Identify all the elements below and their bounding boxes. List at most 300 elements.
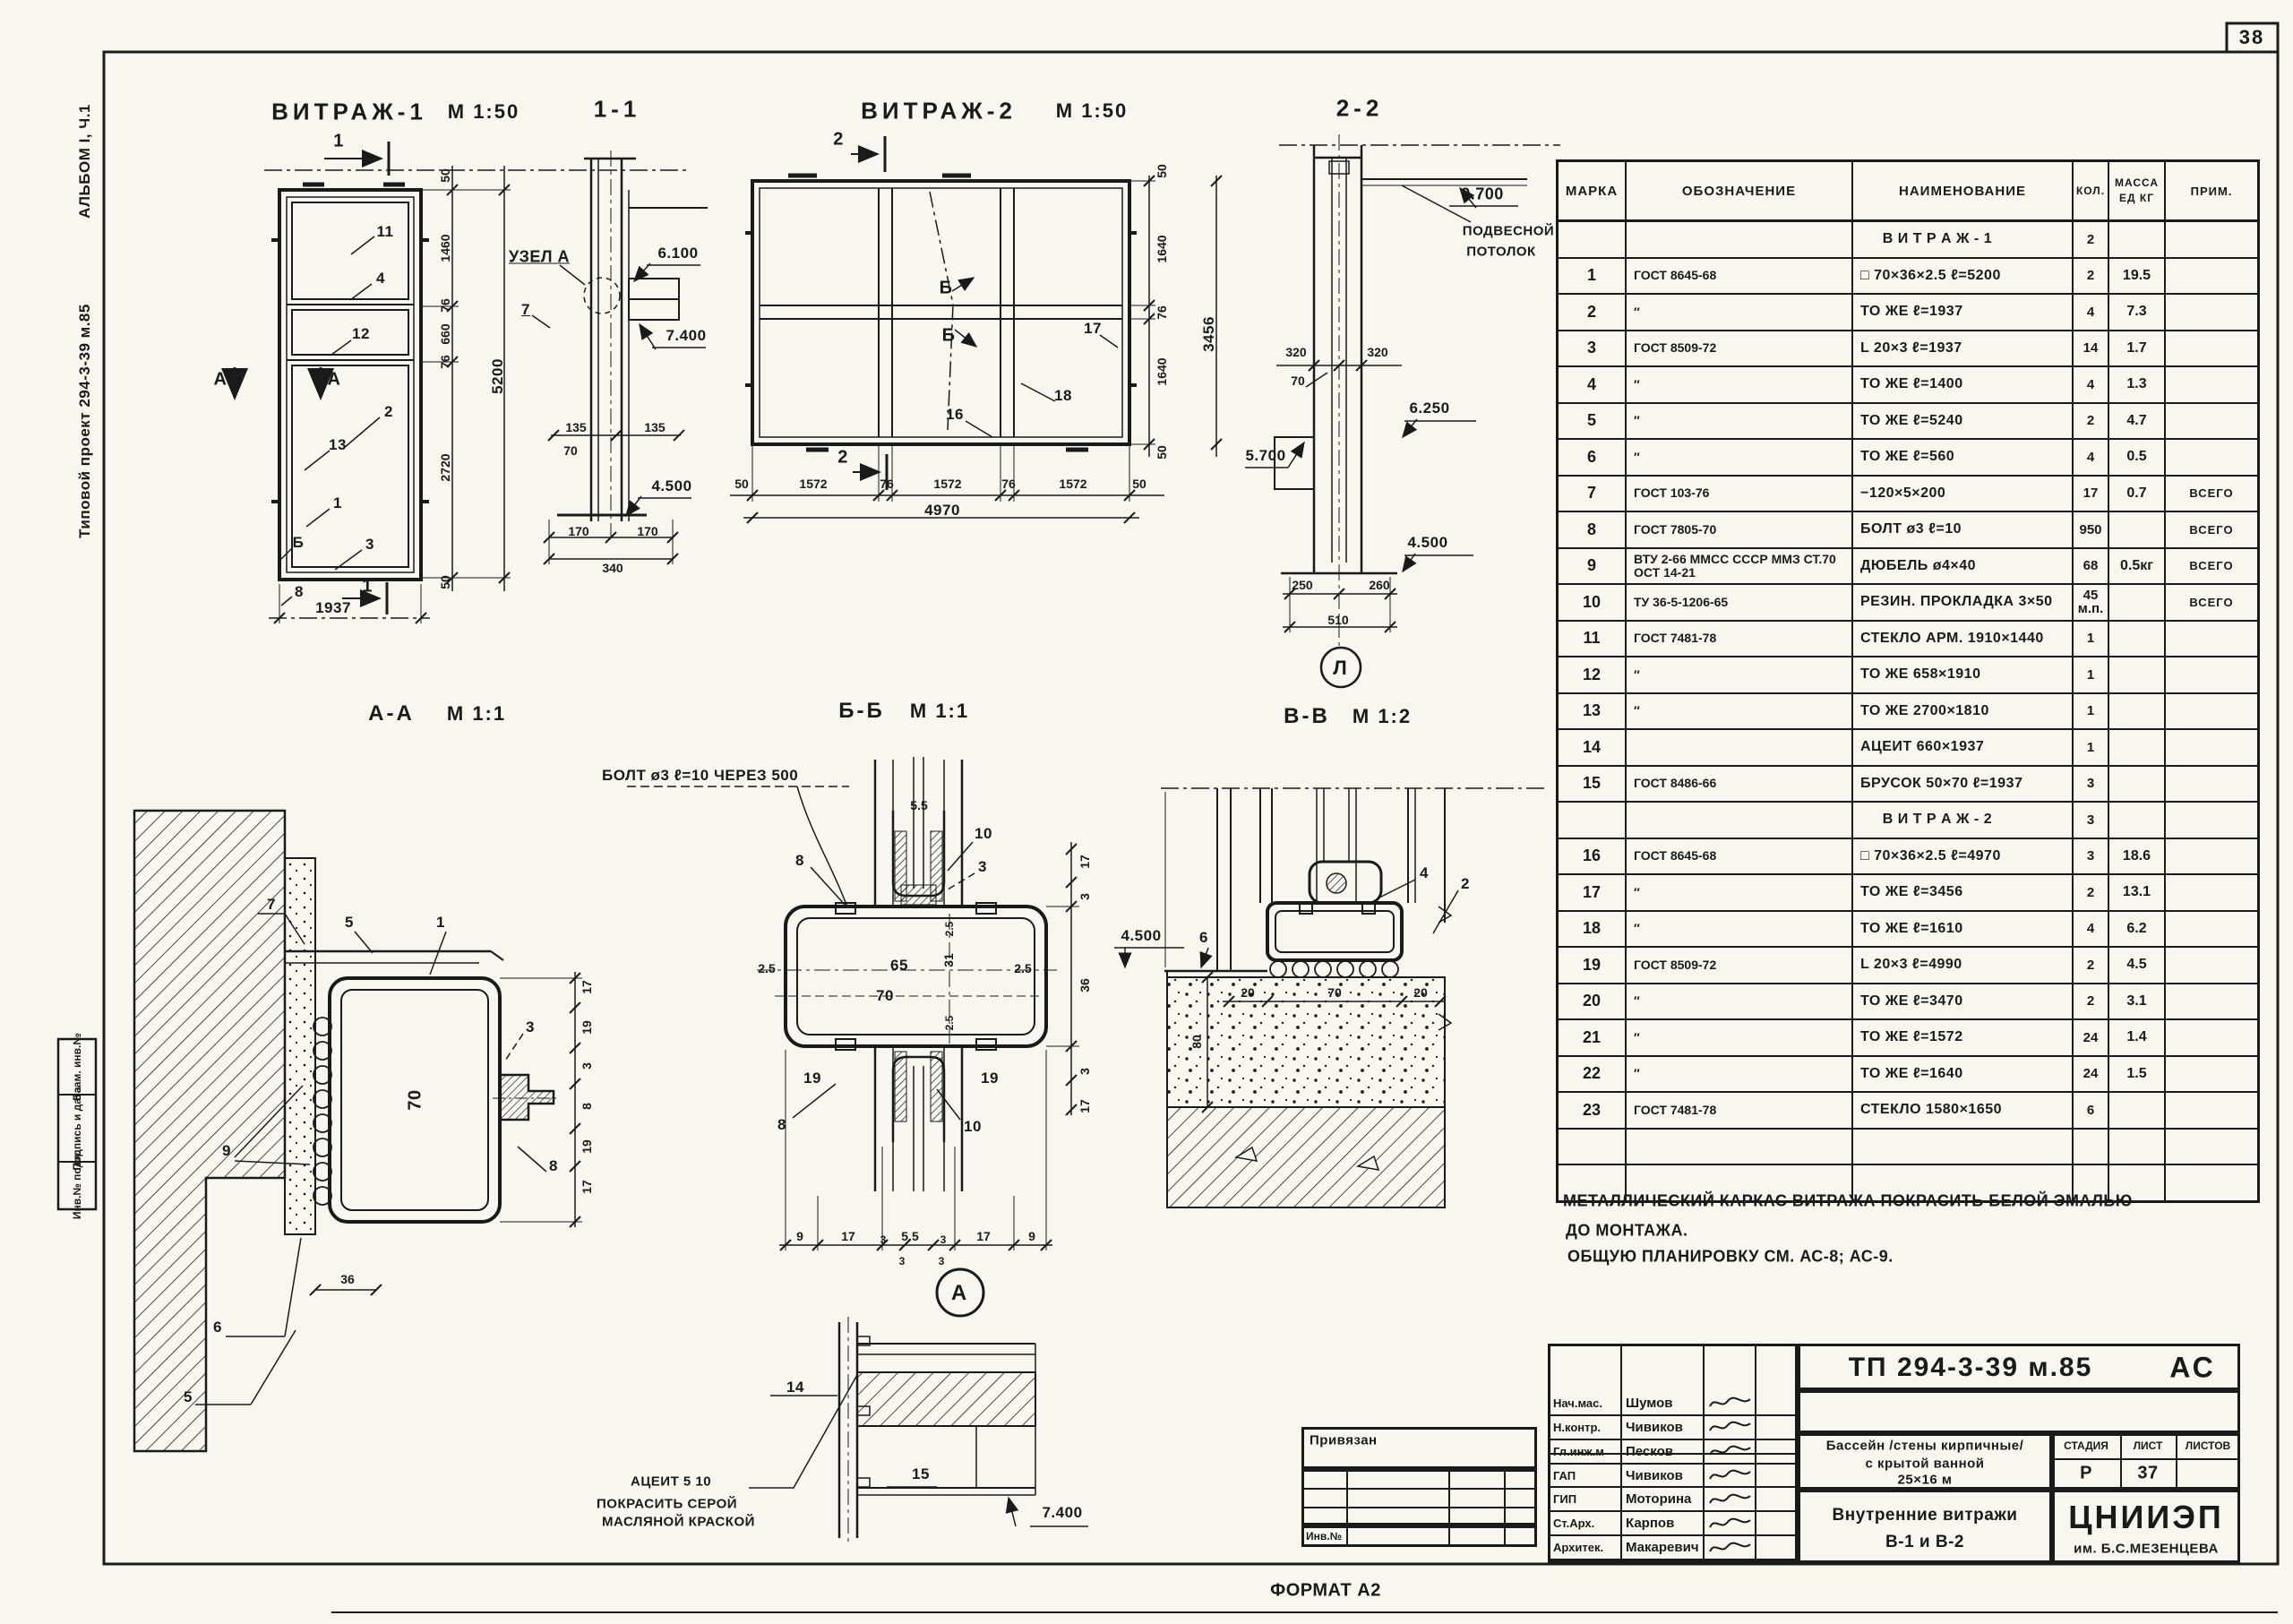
cell-oboznachenie: ″ bbox=[1627, 367, 1853, 402]
view-scale: М 1:50 bbox=[447, 100, 520, 123]
cell-kol: 1 bbox=[2074, 730, 2109, 765]
col-header-marka: МАРКА bbox=[1559, 162, 1627, 219]
cell-oboznachenie: ″ bbox=[1627, 694, 1853, 729]
note-line: ДО МОНТАЖА. bbox=[1566, 1221, 1688, 1240]
vitrazh2-drawing bbox=[730, 136, 1222, 523]
table-row bbox=[1559, 622, 2257, 658]
cell-oboznachenie: ″ bbox=[1627, 1020, 1853, 1055]
dim-label: 50 bbox=[438, 168, 452, 183]
cell-oboznachenie: ″ bbox=[1627, 657, 1853, 692]
cell-massa: 18.6 bbox=[2109, 839, 2166, 874]
cell-oboznachenie: ГОСТ 7481-78 bbox=[1627, 1093, 1853, 1128]
section-mark: Б bbox=[941, 325, 956, 346]
table-row bbox=[1559, 512, 2257, 549]
cell-marka: 5 bbox=[1559, 404, 1627, 439]
section-mark: 1 bbox=[362, 576, 373, 597]
cell-marka: 6 bbox=[1559, 440, 1627, 475]
staff-extra bbox=[1756, 1536, 1795, 1559]
cell-marka: 17 bbox=[1559, 875, 1627, 910]
cell-kol: 3 bbox=[2074, 767, 2109, 802]
cell-oboznachenie: ″ bbox=[1627, 440, 1853, 475]
part-mark-label: 13 bbox=[329, 436, 347, 453]
cell-massa: 4.7 bbox=[2109, 404, 2166, 439]
cell-naimenovanie: L 20×3 ℓ=1937 bbox=[1853, 331, 2074, 366]
dim-label: 9 bbox=[1028, 1229, 1035, 1243]
staff-signature bbox=[1705, 1465, 1756, 1487]
attach-label: Привязан bbox=[1310, 1432, 1378, 1448]
cell-kol: 4 bbox=[2074, 912, 2109, 947]
cell-kol bbox=[2074, 1130, 2109, 1164]
grid-line bbox=[2120, 1433, 2122, 1490]
cell-naimenovanie: ТО ЖЕ ℓ=560 bbox=[1853, 440, 2074, 475]
annotation: БОЛТ ø3 ℓ=10 ЧЕРЕЗ 500 bbox=[602, 767, 799, 784]
annotation: МАСЛЯНОЙ КРАСКОЙ bbox=[602, 1514, 755, 1530]
cell-oboznachenie: ВТУ 2-66 ММСС СССР ММЗ СТ.70 ОСТ 14-21 bbox=[1627, 549, 1853, 584]
dim-label: 3 bbox=[898, 1255, 906, 1267]
staff-role: ГАП bbox=[1550, 1465, 1622, 1487]
part-mark-label: 3 bbox=[365, 536, 374, 553]
section-mark: 2 bbox=[837, 447, 848, 468]
dim-label: 5200 bbox=[489, 358, 506, 394]
cell-prim bbox=[2166, 948, 2257, 983]
part-mark-label: 2 bbox=[384, 403, 393, 420]
org-name: ЦНИИЭП bbox=[2068, 1499, 2224, 1535]
cell-naimenovanie: ТО ЖЕ 658×1910 bbox=[1853, 657, 2074, 692]
cell-kol: 4 bbox=[2074, 440, 2109, 475]
cell-oboznachenie bbox=[1627, 730, 1853, 765]
cell-massa: 1.5 bbox=[2109, 1057, 2166, 1092]
cell-massa bbox=[2109, 730, 2166, 765]
section-title: 2-2 bbox=[1335, 94, 1384, 122]
spec-table-body bbox=[1559, 222, 2257, 1200]
cell-oboznachenie: ГОСТ 8645-68 bbox=[1627, 839, 1853, 874]
dim-label: 17 bbox=[1078, 855, 1092, 869]
dim-label: 80 bbox=[1189, 1035, 1204, 1049]
cell-oboznachenie: ГОСТ 8509-72 bbox=[1627, 331, 1853, 366]
table-row bbox=[1559, 259, 2257, 296]
cell-massa: 0.5кг bbox=[2109, 549, 2166, 584]
cell-naimenovanie: −120×5×200 bbox=[1853, 477, 2074, 511]
cell-kol: 14 bbox=[2074, 331, 2109, 366]
dim-label: 65 bbox=[890, 957, 908, 974]
section-1-1-drawing bbox=[532, 150, 708, 564]
cell-massa bbox=[2109, 222, 2166, 257]
table-row bbox=[1559, 875, 2257, 912]
table-row bbox=[1559, 803, 2257, 839]
table-row bbox=[1559, 912, 2257, 949]
dim-label: 50 bbox=[1155, 445, 1169, 460]
grid-line bbox=[2176, 1433, 2177, 1490]
cell-naimenovanie: ТО ЖЕ ℓ=1400 bbox=[1853, 367, 2074, 402]
dim-label: 17 bbox=[1078, 1099, 1092, 1113]
spec-table bbox=[1556, 159, 2260, 1203]
table-row bbox=[1559, 1093, 2257, 1130]
dim-label: 1640 bbox=[1155, 235, 1169, 263]
cell-marka: 3 bbox=[1559, 331, 1627, 366]
annotation: ПОТОЛОК bbox=[1466, 244, 1536, 260]
dim-label: 36 bbox=[340, 1272, 355, 1286]
dim-label: 19 bbox=[580, 1020, 594, 1035]
dim-label: 70 bbox=[1327, 985, 1342, 1000]
part-mark-label: 9 bbox=[222, 1142, 231, 1159]
sheet-title-line: В-1 и В-2 bbox=[1885, 1533, 1964, 1551]
dim-label: 9 bbox=[796, 1229, 803, 1243]
cell-massa: 1.4 bbox=[2109, 1020, 2166, 1055]
dim-label: 5.5 bbox=[910, 798, 928, 812]
dim-label: 2.5 bbox=[943, 1015, 956, 1031]
cell-marka: 18 bbox=[1559, 912, 1627, 947]
stamp-cell-label: Взам. инв.№ bbox=[71, 1033, 83, 1101]
annotation: ПОДВЕСНОЙ bbox=[1462, 223, 1555, 239]
part-mark-label: 1 bbox=[333, 494, 342, 511]
cell-naimenovanie: ТО ЖЕ ℓ=1640 bbox=[1853, 1057, 2074, 1092]
cell-oboznachenie: ″ bbox=[1627, 1057, 1853, 1092]
view-scale: М 1:1 bbox=[446, 702, 507, 725]
cell-massa: 4.5 bbox=[2109, 948, 2166, 983]
part-mark-label: 15 bbox=[912, 1465, 930, 1482]
project-name-line: с крытой ванной bbox=[1865, 1456, 1985, 1472]
cell-naimenovanie: ТО ЖЕ ℓ=3456 bbox=[1853, 875, 2074, 910]
dim-label: 17 bbox=[841, 1229, 855, 1243]
view-scale: М 1:2 bbox=[1352, 705, 1413, 727]
section-2-2-drawing bbox=[1245, 134, 1560, 687]
section-title: В-В bbox=[1284, 704, 1330, 728]
staff-row bbox=[1550, 1392, 1795, 1416]
signature-squiggle bbox=[1706, 1490, 1753, 1509]
signature-squiggle bbox=[1706, 1465, 1753, 1485]
cell-naimenovanie: В И Т Р А Ж - 2 bbox=[1853, 803, 2074, 838]
cell-kol: 950 bbox=[2074, 512, 2109, 547]
grid-line bbox=[1301, 1507, 1537, 1508]
cell-oboznachenie: ″ bbox=[1627, 295, 1853, 330]
cell-prim bbox=[2166, 912, 2257, 947]
staff-signature bbox=[1705, 1416, 1756, 1439]
dim-label: 3 bbox=[1078, 1068, 1092, 1075]
staff-name: Чивиков bbox=[1622, 1465, 1705, 1487]
cell-oboznachenie: ″ bbox=[1627, 404, 1853, 439]
page-number: 38 bbox=[2238, 26, 2265, 48]
cell-marka: 20 bbox=[1559, 984, 1627, 1019]
dim-label: 50 bbox=[1132, 477, 1146, 491]
cell-marka: 21 bbox=[1559, 1020, 1627, 1055]
section-mark: 1 bbox=[333, 131, 344, 151]
part-mark-label: 3 bbox=[978, 858, 987, 875]
cell-kol: 6 bbox=[2074, 1093, 2109, 1128]
staff-extra bbox=[1756, 1488, 1795, 1510]
cell-marka: 8 bbox=[1559, 512, 1627, 547]
cell-prim bbox=[2166, 331, 2257, 366]
staff-row bbox=[1550, 1440, 1795, 1465]
cell-massa bbox=[2109, 1093, 2166, 1128]
part-mark-label: 8 bbox=[295, 583, 304, 600]
cell-oboznachenie bbox=[1627, 222, 1853, 257]
cell-naimenovanie: СТЕКЛО АРМ. 1910×1440 bbox=[1853, 622, 2074, 657]
dim-label: 5.5 bbox=[901, 1229, 919, 1243]
dim-label: 17 bbox=[580, 1180, 594, 1194]
col-header-oboznachenie: ОБОЗНАЧЕНИЕ bbox=[1627, 162, 1853, 219]
inv-label: Инв.№ bbox=[1306, 1530, 1342, 1542]
staff-row bbox=[1550, 1512, 1795, 1536]
part-mark-label: 8 bbox=[777, 1116, 786, 1133]
node-circle-mark: А bbox=[950, 1281, 970, 1305]
annotation: ПОКРАСИТЬ СЕРОЙ bbox=[597, 1496, 738, 1512]
cell-marka: 10 bbox=[1559, 585, 1627, 620]
cell-prim bbox=[2166, 295, 2257, 330]
part-mark-label: 7 bbox=[521, 301, 530, 318]
elevation-label: 6.100 bbox=[657, 245, 699, 262]
sheet-title-line: Внутренние витражи bbox=[1832, 1506, 2018, 1525]
dim-label: 8 bbox=[580, 1103, 594, 1110]
cell-marka: 7 bbox=[1559, 477, 1627, 511]
section-title: 1-1 bbox=[593, 95, 641, 123]
part-mark-label: 11 bbox=[376, 223, 394, 240]
signature-squiggle bbox=[1706, 1538, 1753, 1558]
staff-role: Нач.мас. bbox=[1550, 1392, 1622, 1414]
axis-mark: Л bbox=[1333, 657, 1349, 679]
cell-naimenovanie: БРУСОК 50×70 ℓ=1937 bbox=[1853, 767, 2074, 802]
cell-oboznachenie: ГОСТ 8645-68 bbox=[1627, 259, 1853, 294]
dim-label: 1572 bbox=[1059, 477, 1087, 491]
section-a-a-drawing bbox=[134, 811, 582, 1451]
cell-naimenovanie: L 20×3 ℓ=4990 bbox=[1853, 948, 2074, 983]
cell-kol: 2 bbox=[2074, 948, 2109, 983]
signature-squiggle bbox=[1706, 1417, 1753, 1437]
dim-label: 3 bbox=[1078, 893, 1092, 900]
dim-label: 20 bbox=[1241, 985, 1255, 1000]
part-mark-label: 5 bbox=[184, 1388, 193, 1405]
sheet-value: 37 bbox=[2137, 1463, 2159, 1483]
table-row bbox=[1559, 984, 2257, 1021]
dim-label: 19 bbox=[580, 1139, 594, 1154]
staff-role: Архитек. bbox=[1550, 1536, 1622, 1559]
cell-prim bbox=[2166, 222, 2257, 257]
cell-kol: 1 bbox=[2074, 657, 2109, 692]
staff-extra bbox=[1756, 1416, 1795, 1439]
table-row bbox=[1559, 222, 2257, 259]
cell-kol: 3 bbox=[2074, 839, 2109, 874]
table-row bbox=[1559, 839, 2257, 876]
staff-signature bbox=[1705, 1512, 1756, 1534]
staff-row bbox=[1550, 1465, 1795, 1489]
cell-massa: 1.7 bbox=[2109, 331, 2166, 366]
cell-kol: 2 bbox=[2074, 984, 2109, 1019]
cell-oboznachenie: ГОСТ 7481-78 bbox=[1627, 622, 1853, 657]
cell-marka: 23 bbox=[1559, 1093, 1627, 1128]
dim-label: 660 bbox=[438, 323, 452, 345]
cell-marka: 9 bbox=[1559, 549, 1627, 584]
dim-label: 170 bbox=[637, 524, 658, 538]
cell-oboznachenie: ГОСТ 8486-66 bbox=[1627, 767, 1853, 802]
dim-label: 4970 bbox=[924, 502, 960, 519]
cell-prim bbox=[2166, 440, 2257, 475]
dim-label: 135 bbox=[565, 420, 587, 434]
cell-prim bbox=[2166, 839, 2257, 874]
dim-label: 3 bbox=[580, 1062, 594, 1070]
part-mark-label: Б bbox=[292, 534, 305, 551]
dim-label: 2.5 bbox=[943, 921, 956, 937]
part-mark-label: 4 bbox=[1420, 864, 1429, 881]
cell-naimenovanie: РЕЗИН. ПРОКЛАДКА 3×50 bbox=[1853, 585, 2074, 620]
dim-label: 76 bbox=[1155, 305, 1169, 320]
dim-label: 3456 bbox=[1200, 316, 1217, 352]
part-mark-label: 7 bbox=[267, 896, 276, 913]
sheet-header: ЛИСТ bbox=[2133, 1439, 2163, 1452]
cell-massa: 7.3 bbox=[2109, 295, 2166, 330]
cell-naimenovanie: БОЛТ ø3 ℓ=10 bbox=[1853, 512, 2074, 547]
grid-line bbox=[1301, 1488, 1537, 1490]
dim-label: 50 bbox=[438, 575, 452, 589]
dim-label: 70 bbox=[876, 987, 894, 1004]
titleblock-attach-grid bbox=[1301, 1469, 1537, 1525]
elevation-label: 9.700 bbox=[1461, 185, 1504, 203]
margin-project-label: Типовой проект 294-3-39 м.85 bbox=[76, 304, 93, 538]
cell-oboznachenie: ГОСТ 7805-70 bbox=[1627, 512, 1853, 547]
signature-squiggle bbox=[1706, 1514, 1753, 1534]
cell-naimenovanie: В И Т Р А Ж - 1 bbox=[1853, 222, 2074, 257]
view-scale: М 1:1 bbox=[909, 700, 970, 722]
node-a-drawing bbox=[749, 1317, 1088, 1542]
part-mark-label: 17 bbox=[1084, 320, 1102, 337]
cell-naimenovanie: ТО ЖЕ ℓ=1572 bbox=[1853, 1020, 2074, 1055]
cell-oboznachenie: ГОСТ 8509-72 bbox=[1627, 948, 1853, 983]
cell-kol: 1 bbox=[2074, 622, 2109, 657]
cell-naimenovanie: СТЕКЛО 1580×1650 bbox=[1853, 1093, 2074, 1128]
cell-kol: 4 bbox=[2074, 295, 2109, 330]
section-mark: 2 bbox=[833, 129, 844, 150]
cell-prim bbox=[2166, 875, 2257, 910]
cell-prim bbox=[2166, 730, 2257, 765]
margin-album-label: АЛЬБОМ I, Ч.1 bbox=[76, 104, 93, 219]
dim-label: 1937 bbox=[315, 599, 351, 616]
cell-massa: 0.5 bbox=[2109, 440, 2166, 475]
cell-kol: 24 bbox=[2074, 1057, 2109, 1092]
cell-kol: 2 bbox=[2074, 222, 2109, 257]
part-mark-label: 16 bbox=[946, 406, 964, 423]
cell-kol: 17 bbox=[2074, 477, 2109, 511]
dim-label: 19 bbox=[803, 1070, 821, 1087]
staff-signature bbox=[1705, 1440, 1756, 1463]
dim-label: 3 bbox=[938, 1255, 945, 1267]
dim-label: 260 bbox=[1369, 578, 1390, 592]
staff-row bbox=[1550, 1536, 1795, 1560]
elevation-label: 7.400 bbox=[666, 327, 707, 344]
section-mark: А bbox=[213, 369, 228, 390]
staff-extra bbox=[1756, 1465, 1795, 1487]
part-mark-label: 5 bbox=[345, 914, 354, 931]
cell-naimenovanie: АЦЕИТ 660×1937 bbox=[1853, 730, 2074, 765]
titleblock-staff-rows bbox=[1548, 1392, 1798, 1563]
table-row bbox=[1559, 948, 2257, 984]
cell-marka: 22 bbox=[1559, 1057, 1627, 1092]
dim-label: 17 bbox=[580, 980, 594, 994]
dim-label: 510 bbox=[1327, 613, 1349, 627]
part-mark-label: 8 bbox=[549, 1157, 558, 1174]
cell-naimenovanie: ТО ЖЕ 2700×1810 bbox=[1853, 694, 2074, 729]
dim-label: 340 bbox=[602, 561, 623, 575]
stamp-cell-label: Инв.№ подл. bbox=[71, 1150, 83, 1220]
table-row bbox=[1559, 1020, 2257, 1057]
project-name-line: Бассейн /стены кирпичные/ bbox=[1825, 1438, 2024, 1454]
cell-massa bbox=[2109, 622, 2166, 657]
col-header-naimenovanie: НАИМЕНОВАНИЕ bbox=[1853, 162, 2074, 219]
part-mark-label: 6 bbox=[213, 1319, 222, 1336]
staff-row bbox=[1550, 1416, 1795, 1440]
cell-oboznachenie bbox=[1627, 1130, 1853, 1164]
dim-label: 70 bbox=[1291, 374, 1305, 388]
dim-label: 31 bbox=[941, 953, 956, 967]
view-scale: М 1:50 bbox=[1055, 99, 1129, 122]
elevation-label: 4.500 bbox=[1407, 534, 1448, 551]
dim-label: 250 bbox=[1292, 578, 1313, 592]
staff-name: Песков bbox=[1622, 1440, 1705, 1463]
elevation-label: 4.500 bbox=[651, 477, 692, 494]
staff-extra bbox=[1756, 1512, 1795, 1534]
cell-kol: 2 bbox=[2074, 404, 2109, 439]
cell-marka bbox=[1559, 222, 1627, 257]
cell-prim bbox=[2166, 1093, 2257, 1128]
table-row bbox=[1559, 367, 2257, 404]
section-mark: Б bbox=[939, 278, 953, 298]
cell-kol: 4 bbox=[2074, 367, 2109, 402]
cell-prim bbox=[2166, 367, 2257, 402]
cell-prim bbox=[2166, 404, 2257, 439]
cell-oboznachenie: ГОСТ 103-76 bbox=[1627, 477, 1853, 511]
dim-label: 76 bbox=[438, 298, 452, 313]
dim-label: 320 bbox=[1285, 345, 1307, 359]
elevation-label: 7.400 bbox=[1042, 1504, 1083, 1521]
format-label: ФОРМАТ А2 bbox=[1270, 1580, 1381, 1601]
staff-extra bbox=[1756, 1440, 1795, 1463]
cell-naimenovanie: ДЮБЕЛЬ ø4×40 bbox=[1853, 549, 2074, 584]
cell-marka: 14 bbox=[1559, 730, 1627, 765]
staff-signature bbox=[1705, 1536, 1756, 1559]
part-mark-label: 6 bbox=[1199, 929, 1208, 946]
cell-massa: 1.3 bbox=[2109, 367, 2166, 402]
cell-massa: 0.7 bbox=[2109, 477, 2166, 511]
cell-kol: 68 bbox=[2074, 549, 2109, 584]
cell-naimenovanie bbox=[1853, 1130, 2074, 1164]
part-mark-label: 3 bbox=[526, 1018, 535, 1035]
cell-marka bbox=[1559, 803, 1627, 838]
staff-signature bbox=[1705, 1488, 1756, 1510]
dim-label: 320 bbox=[1367, 345, 1388, 359]
dim-label: 1640 bbox=[1155, 357, 1169, 386]
cell-naimenovanie: ТО ЖЕ ℓ=1937 bbox=[1853, 295, 2074, 330]
cell-kol: 1 bbox=[2074, 694, 2109, 729]
dim-label: 76 bbox=[1001, 477, 1016, 491]
table-row bbox=[1559, 331, 2257, 368]
cell-massa bbox=[2109, 512, 2166, 547]
cell-massa bbox=[2109, 1130, 2166, 1164]
dim-label: 3 bbox=[880, 1233, 887, 1246]
cell-prim bbox=[2166, 767, 2257, 802]
table-row bbox=[1559, 657, 2257, 694]
dim-label: 2.5 bbox=[758, 961, 776, 975]
cell-massa bbox=[2109, 585, 2166, 620]
cell-marka bbox=[1559, 1130, 1627, 1164]
doc-number: ТП 294-3-39 м.85 bbox=[1848, 1353, 2093, 1382]
table-row bbox=[1559, 477, 2257, 513]
table-row bbox=[1559, 440, 2257, 477]
signature-squiggle bbox=[1706, 1393, 1753, 1413]
staff-signature bbox=[1705, 1392, 1756, 1414]
cell-oboznachenie: ″ bbox=[1627, 875, 1853, 910]
cell-prim bbox=[2166, 984, 2257, 1019]
table-row bbox=[1559, 1130, 2257, 1166]
cell-kol: 45 м.п. bbox=[2074, 585, 2109, 620]
cell-massa bbox=[2109, 803, 2166, 838]
part-mark-label: 4 bbox=[376, 270, 385, 287]
